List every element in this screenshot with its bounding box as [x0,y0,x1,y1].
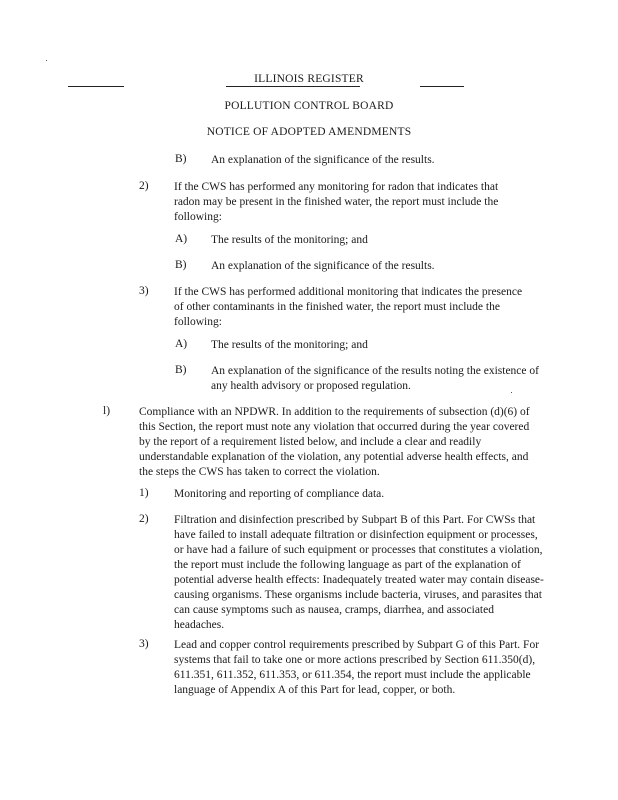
item-text: If the CWS has performed additional monitoring that indicates the presence of other contaminants in the finished water, the report must include the following: [174,286,523,328]
item-text: An explanation of the significance of the results. [211,154,435,166]
item-label: B) [175,364,187,376]
item-text: An explanation of the significance of the results. [211,260,435,272]
item-text: If the CWS has performed any monitoring for radon that indicates that radon may be present in the finished water, the report must include the following: [174,181,499,223]
register-title: ILLINOIS REGISTER [254,73,364,85]
scan-speck [46,60,47,61]
header-rule-center [226,86,360,87]
item-text: Monitoring and reporting of compliance data. [174,488,385,500]
header-rule-left [68,86,124,87]
item-text: An explanation of the significance of the results noting the existence of any health advisory or proposed regulation. [211,365,539,392]
item-label: A) [175,338,188,350]
item-label: 3) [139,638,149,650]
item-label: 2) [139,180,149,192]
board-title: POLLUTION CONTROL BOARD [224,100,394,112]
item-label: B) [175,153,187,165]
item-text: Compliance with an NPDWR. In addition to the requirements of subsection (d)(6) of this Section, the report must note any violation that occurred during the year covered by the report of a requirement listed below, and include a clear and readily understandable explanation of the violation, any potential adverse health effects, and the steps the CWS has taken to correct the violation. [139,406,530,478]
header-rule-right [420,86,464,87]
item-text: Lead and copper control requirements prescribed by Subpart G of this Part. For systems that fail to take one or more actions prescribed by Section 611.350(d), 611.351, 611.352, 611.353, or 611.354, the report must include the applicable language of Appendix A of this Part for lead, copper, or both. [174,639,540,696]
item-text: The results of the monitoring; and [211,339,368,351]
item-text: Filtration and disinfection prescribed by Subpart B of this Part. For CWSs that have failed to install adequate filtration or disinfection equipment or processes, or have had a failure of such equipment or processes that constitutes a violation, the report must include the following language as part of the explanation of potential adverse health effects: Inadequately treated water may contain disease-causing organisms. These organisms include bacteria, viruses, and parasites that can cause symptoms such as nausea, cramps, diarrhea, and associated headaches. [174,514,544,631]
item-label: B) [175,259,187,271]
item-label: l) [103,405,111,417]
notice-title: NOTICE OF ADOPTED AMENDMENTS [206,126,412,138]
item-text: The results of the monitoring; and [211,234,368,246]
item-label: 1) [139,487,149,499]
item-label: A) [175,233,188,245]
item-label: 3) [139,285,149,297]
item-label: 2) [139,513,149,525]
